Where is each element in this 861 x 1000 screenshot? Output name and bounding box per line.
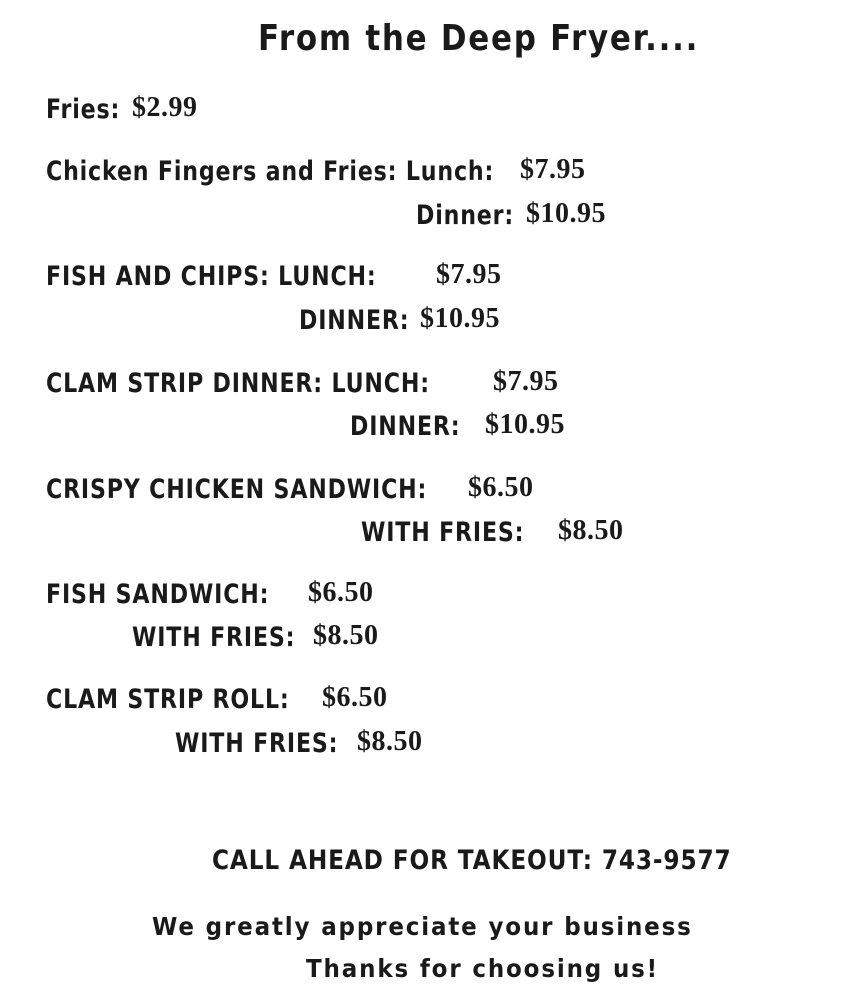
- item-fish-and-chips-name: FISH AND CHIPS: LUNCH:: [46, 261, 377, 292]
- item-clam-strip-dinner-lunch-price: $7.95: [493, 366, 559, 397]
- item-clam-strip-roll-fries-price: $8.50: [357, 726, 423, 757]
- item-fish-sandwich-name: FISH SANDWICH:: [46, 579, 270, 610]
- item-fish-sandwich-fries-price: $8.50: [313, 620, 379, 651]
- item-fish-and-chips-lunch-price: $7.95: [436, 259, 502, 290]
- item-clam-strip-dinner-name: CLAM STRIP DINNER: LUNCH:: [46, 368, 430, 399]
- item-clam-strip-roll-fries-label: WITH FRIES:: [175, 728, 339, 759]
- item-fish-sandwich-price: $6.50: [308, 577, 374, 608]
- item-crispy-chicken-sandwich-fries-label: WITH FRIES:: [361, 517, 525, 548]
- item-fries-price: $2.99: [132, 92, 198, 123]
- item-crispy-chicken-sandwich-price: $6.50: [468, 472, 534, 503]
- item-fries-name: Fries:: [46, 94, 121, 125]
- item-clam-strip-roll-name: CLAM STRIP ROLL:: [46, 684, 290, 715]
- item-chicken-fingers-name: Chicken Fingers and Fries: Lunch:: [46, 156, 495, 187]
- menu-title: From the Deep Fryer....: [258, 18, 700, 59]
- item-clam-strip-roll-price: $6.50: [322, 682, 388, 713]
- item-chicken-fingers-lunch-price: $7.95: [520, 154, 586, 185]
- item-clam-strip-dinner-dinner-label: DINNER:: [350, 411, 461, 442]
- item-crispy-chicken-sandwich-fries-price: $8.50: [558, 515, 624, 546]
- item-fish-sandwich-fries-label: WITH FRIES:: [132, 622, 296, 653]
- thanks-line-2: Thanks for choosing us!: [306, 954, 660, 983]
- item-clam-strip-dinner-dinner-price: $10.95: [485, 409, 565, 440]
- item-chicken-fingers-dinner-price: $10.95: [526, 198, 606, 229]
- item-fish-and-chips-dinner-label: DINNER:: [299, 305, 410, 336]
- item-crispy-chicken-sandwich-name: CRISPY CHICKEN SANDWICH:: [46, 474, 428, 505]
- thanks-line-1: We greatly appreciate your business: [152, 912, 693, 941]
- item-chicken-fingers-dinner-label: Dinner:: [416, 200, 515, 231]
- item-fish-and-chips-dinner-price: $10.95: [420, 303, 500, 334]
- call-ahead-line: CALL AHEAD FOR TAKEOUT: 743-9577: [212, 845, 732, 876]
